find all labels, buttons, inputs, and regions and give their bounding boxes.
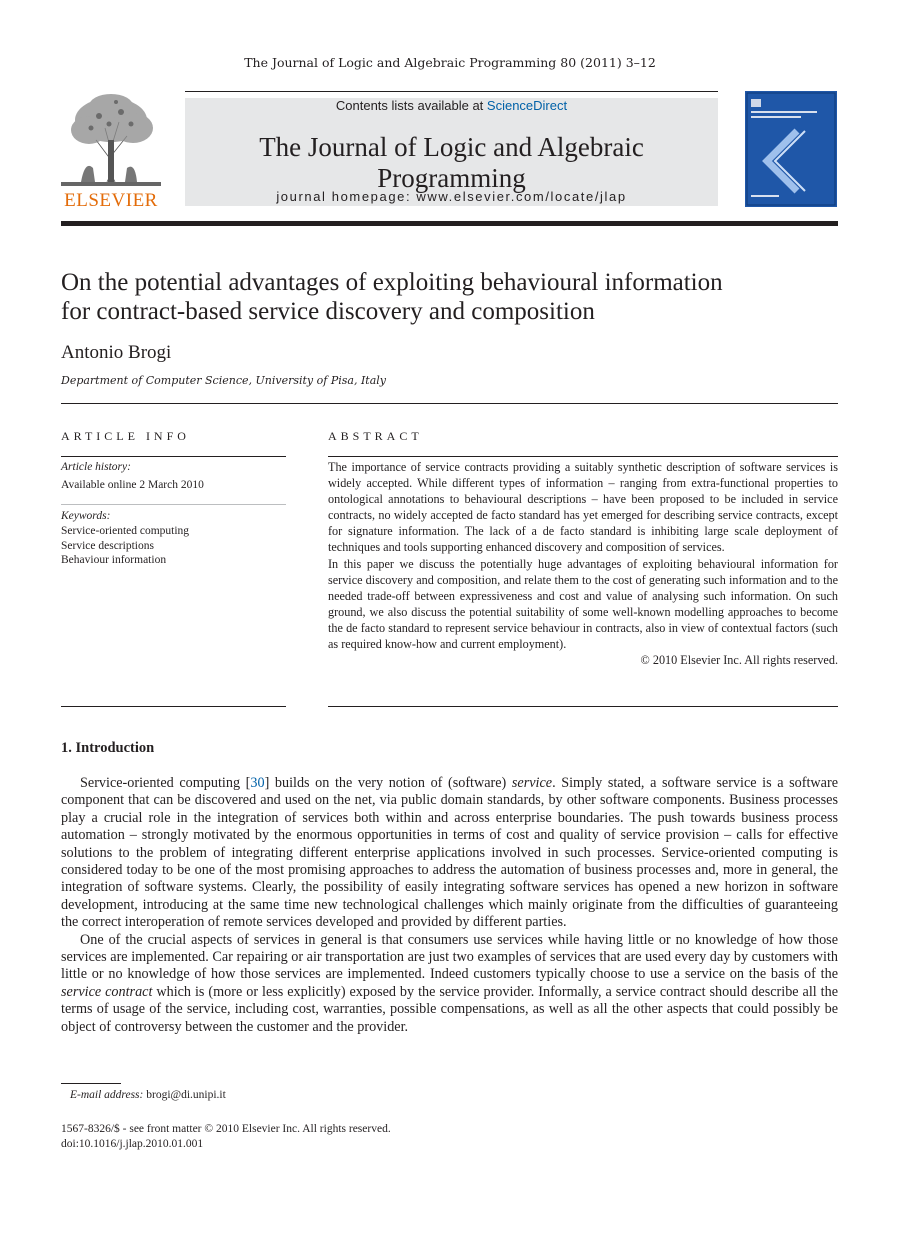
- elsevier-tree-icon: [61, 90, 161, 188]
- publisher-name: ELSEVIER: [64, 190, 158, 211]
- abstract-copyright: © 2010 Elsevier Inc. All rights reserved.: [640, 653, 838, 668]
- footnote-rule: [61, 1083, 121, 1084]
- introduction-body: [61, 775, 838, 1036]
- article-info-rule: [61, 456, 286, 457]
- header-divider: [61, 403, 838, 404]
- author-email-footnote: [70, 1088, 226, 1103]
- article-title-line-1: On the potential advantages of exploiting behavioural information: [61, 269, 723, 296]
- intro-paragraph-2: [61, 932, 838, 1036]
- article-info-heading: ARTICLE INFO: [61, 429, 190, 443]
- keywords-label: Keywords:: [61, 510, 111, 522]
- intro-emphasis: service contract: [61, 983, 153, 1000]
- intro-text: ] builds on the very notion of (software): [264, 775, 512, 791]
- masthead-rule: [61, 221, 838, 226]
- abstract-bottom-rule: [328, 706, 838, 707]
- intro-emphasis: service: [511, 775, 553, 791]
- elsevier-logo[interactable]: [61, 90, 161, 211]
- article-info-bottom-rule: [61, 706, 286, 707]
- email-label: E-mail address:: [70, 1089, 144, 1101]
- intro-text: One of the crucial aspects of services in general is that consumers use services while having little or no knowledge of how those services are implemented. Car repairing or air transportation are just two examples of services that are used every day by customers with little or no knowledge of how those services are implemented. Indeed customers typically choose to use a service on the basis of the: [61, 931, 838, 983]
- keyword-item: Behaviour information: [61, 554, 167, 566]
- sciencedirect-link[interactable]: ScienceDirect: [486, 98, 568, 113]
- author-name: Antonio Brogi: [61, 342, 172, 363]
- journal-cover-image[interactable]: [745, 91, 837, 207]
- doi-line[interactable]: doi:10.1016/j.jlap.2010.01.001: [61, 1138, 204, 1150]
- journal-title: The Journal of Logic and Algebraic Programming: [259, 132, 644, 193]
- keyword-item: Service descriptions: [61, 540, 154, 552]
- abstract-rule: [328, 456, 838, 457]
- intro-paragraph-1: [61, 775, 838, 932]
- banner-top-rule: [185, 91, 718, 92]
- journal-homepage[interactable]: journal homepage: www.elsevier.com/locate/jlap: [276, 189, 627, 204]
- intro-text: which is (more or less explicitly) exposed by the service provider. Informally, a service contract should describe all the terms of usage of the service, including cost, warranties, possible compensations, as well as all the other aspects that could possibly be object of controversy between the customer and the provider.: [61, 983, 838, 1035]
- abstract-body: [328, 459, 838, 668]
- contents-line: [185, 98, 718, 113]
- citation-link[interactable]: 30: [250, 775, 265, 791]
- section-heading-introduction: 1. Introduction: [61, 740, 155, 756]
- history-value: Available online 2 March 2010: [61, 479, 204, 491]
- article-title: [61, 268, 838, 326]
- abstract-heading: ABSTRACT: [328, 429, 423, 443]
- journal-cover-icon: [745, 91, 837, 207]
- abstract-paragraph-1: The importance of service contracts providing a suitably synthetic description of software services is widely accepted. While different types of information – ranging from extra-functional properties to ontological annotations to behavioural descriptions – have been proposed to be included in service contracts, no widely accepted de facto standard has yet emerged for describing service contracts, except for signature information. The lack of a de facto standard is inhibiting large scale deployment of techniques and tools supporting enhanced discovery and composition of services.: [328, 460, 838, 555]
- abstract-paragraph-2: In this paper we discuss the potentially huge advantages of exploiting behavioural information for service discovery and composition, and relate them to the cost of generating such information and to the needed trade-off between expressiveness and cost and value of analysing such information. On such ground, we also discuss the potential suitability of some well-known modelling approaches to become the de facto standard to represent service behaviour in contracts, also in view of contextual factors (such as required know-how and current employment).: [328, 556, 838, 652]
- keyword-item: Service-oriented computing: [61, 525, 190, 537]
- issn-line: 1567-8326/$ - see front matter © 2010 Elsevier Inc. All rights reserved.: [61, 1123, 391, 1135]
- contents-prefix: Contents lists available at: [335, 98, 487, 113]
- article-title-line-2: for contract-based service discovery and composition: [61, 298, 595, 325]
- running-header: The Journal of Logic and Algebraic Programming 80 (2011) 3–12: [244, 55, 656, 70]
- intro-text: . Simply stated, a software service is a software component that can be discovered and used on the net, via public domain standards, by other software components. Business processes play a crucial role in the integration of services both within and across enterprise boundaries. The push towards business process automation – strongly motivated by the enormous opportunities in terms of cost and quality of service provision – calls for effective solutions to the problem of integrating different enterprise applications involved in such processes. Service-oriented computing is considered today to be one of the most promising approaches to address the automation of business processes and, more in general, the integration of software systems. Clearly, the possibility of easily integrating software services has opened a new horizon in software development, introducing at the same time new technological challenges which mainly originate from the difficulties of guaranteeing the correct interoperation of remote services developed and provided by different parties.: [61, 775, 838, 931]
- author-affiliation: Department of Computer Science, University of Pisa, Italy: [61, 374, 387, 387]
- intro-text: Service-oriented computing [: [80, 775, 251, 791]
- history-label: Article history:: [61, 461, 131, 473]
- author-email-link[interactable]: brogi@di.unipi.it: [146, 1089, 226, 1101]
- keywords-rule: [61, 504, 286, 505]
